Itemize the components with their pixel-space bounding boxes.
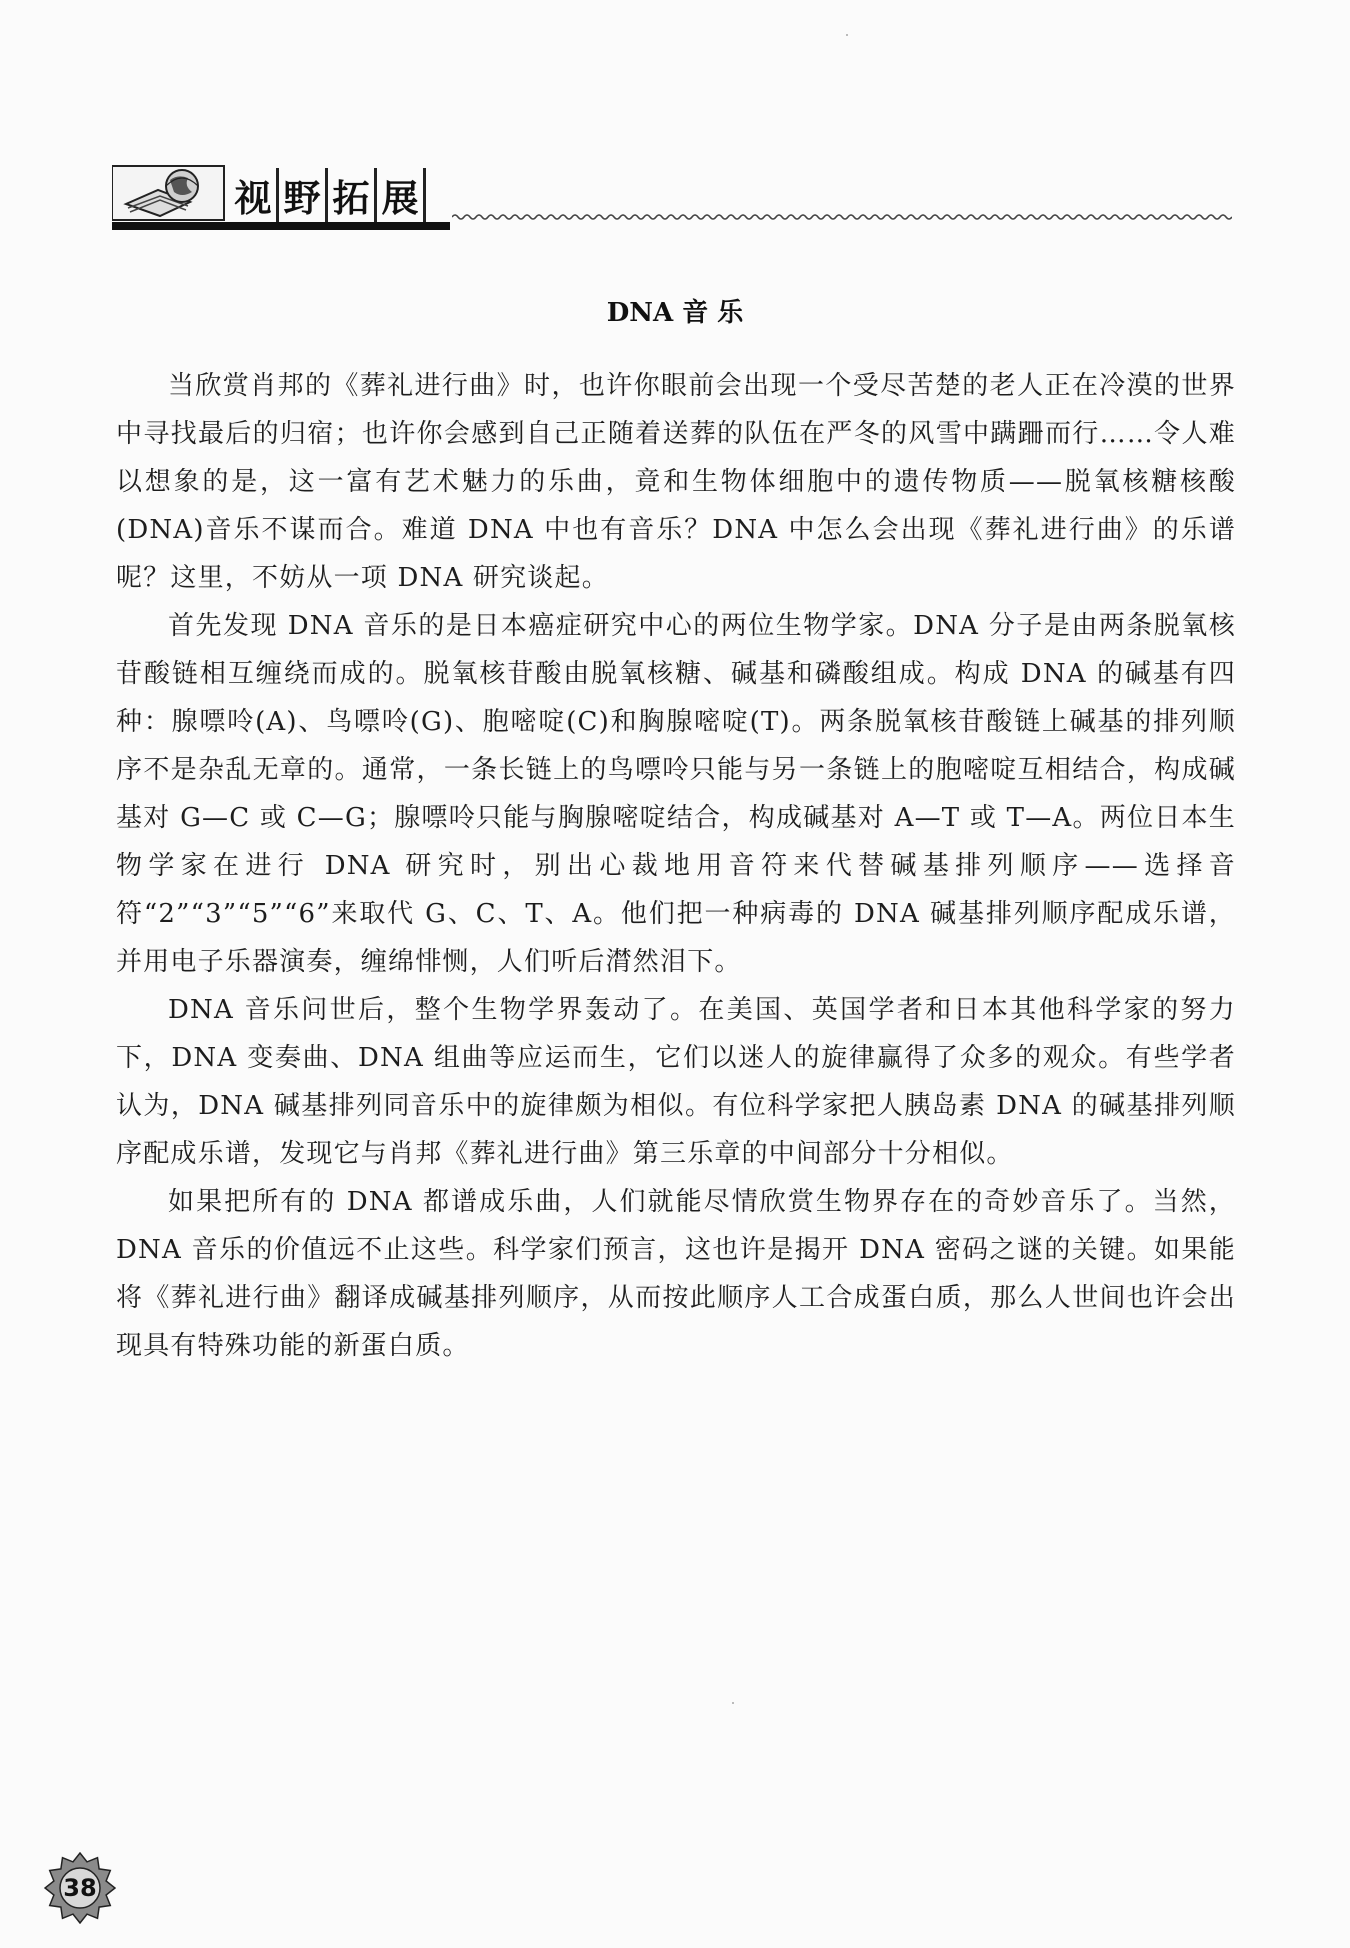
section-title-char: 展 [377,168,426,222]
article-body [116,362,1236,1370]
paragraph: 首先发现 DNA 音乐的是日本癌症研究中心的两位生物学家。DNA 分子是由两条脱氧核苷酸链相互缠绕而成的。脱氧核苷酸由脱氧核糖、碱基和磷酸组成。构成 DNA 的碱基有四种：腺嘌呤(A)、鸟嘌呤(G)、胞嘧啶(C)和胸腺嘧啶(T)。两条脱氧核苷酸链上碱基的排列顺序不是杂乱无章的。通常，一条长链上的鸟嘌呤只能与另一条链上的胞嘧啶互相结合，构成碱基对 G—C 或 C—G；腺嘌呤只能与胸腺嘧啶结合，构成碱基对 A—T 或 T—A。两位日本生物学家在进行 DNA 研究时，别出心裁地用音符来代替碱基排列顺序——选择音符“2”“3”“5”“6”来取代 G、C、T、A。他们把一种病毒的 DNA 碱基排列顺序配成乐谱，并用电子乐器演奏，缠绵悱恻，人们听后潸然泪下。 [116,611,1236,977]
scan-speck [732,1702,734,1704]
page-number-badge [44,1852,116,1924]
paragraph: 当欣赏肖邦的《葬礼进行曲》时，也许你眼前会出现一个受尽苦楚的老人正在冷漠的世界中寻找最后的归宿；也许你会感到自己正随着送葬的队伍在严冬的风雪中蹒跚而行……令人难以想象的是，这一富有艺术魅力的乐曲，竟和生物体细胞中的遗传物质——脱氧核糖核酸(DNA)音乐不谋而合。难道 DNA 中也有音乐？DNA 中怎么会出现《葬礼进行曲》的乐谱呢？这里，不妨从一项 DNA 研究谈起。 [116,371,1236,593]
section-header [112,156,1232,230]
paragraph: DNA 音乐问世后，整个生物学界轰动了。在美国、英国学者和日本其他科学家的努力下，DNA 变奏曲、DNA 组曲等应运而生，它们以迷人的旋律赢得了众多的观众。有些学者认为，DNA 碱基排列同音乐中的旋律颇为相似。有位科学家把人胰岛素 DNA 的碱基排列顺序配成乐谱，发现它与肖邦《葬礼进行曲》第三乐章的中间部分十分相似。 [116,995,1236,1169]
paragraph: 如果把所有的 DNA 都谱成乐曲，人们就能尽情欣赏生物界存在的奇妙音乐了。当然，DNA 音乐的价值远不止这些。科学家们预言，这也许是揭开 DNA 密码之谜的关键。如果能将《葬礼进行曲》翻译成碱基排列顺序，从而按此顺序人工合成蛋白质，那么人世间也许会出现具有特殊功能的新蛋白质。 [116,1187,1236,1361]
section-title [230,168,426,222]
section-title-char: 视 [230,168,279,222]
section-title-char: 拓 [328,168,377,222]
article-title: DNA 音 乐 [606,298,744,328]
header-underline [112,222,450,230]
section-title-char: 野 [279,168,328,222]
page-number: 38 [63,1874,97,1902]
scan-speck [846,34,848,36]
wavy-divider [452,212,1232,222]
book-globe-icon [112,160,228,226]
